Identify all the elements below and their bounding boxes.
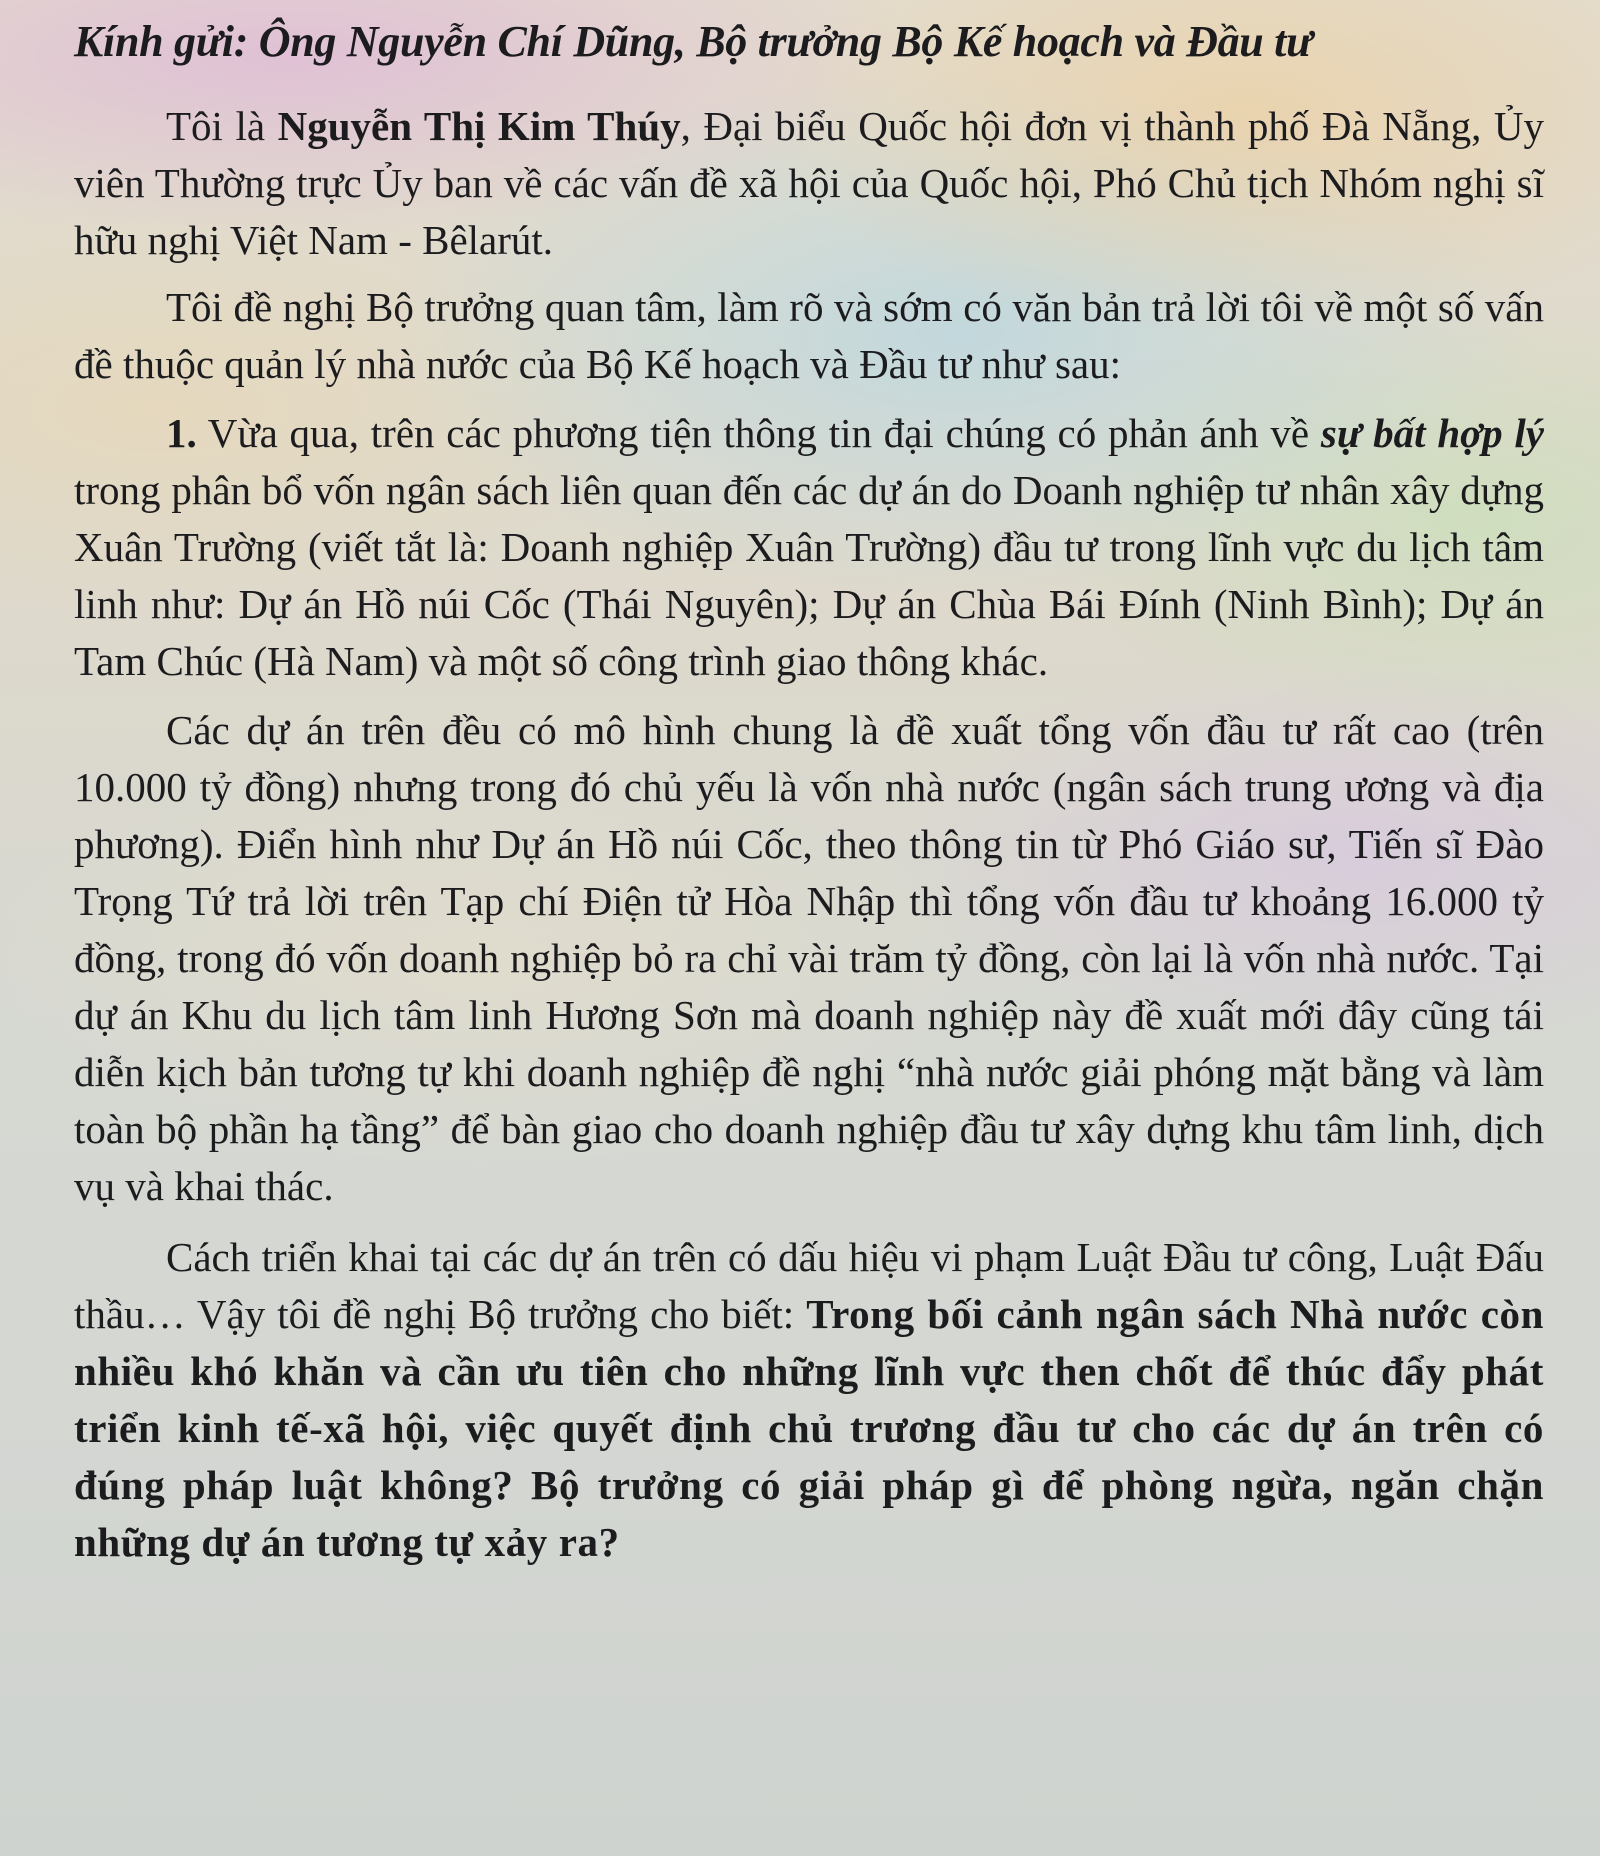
point-one-number: 1. — [166, 410, 197, 456]
point-one-rest: trong phân bổ vốn ngân sách liên quan đến các dự án do Doanh nghiệp tư nhân xây dựng Xuân Trường (viết tắt là: Doanh nghiệp Xuân Trường) đầu tư trong lĩnh vực du lịch tâm linh như: Dự án Hồ núi Cốc (Thái Nguyên); Dự án Chùa Bái Đính (Ninh Bình); Dự án Tam Chúc (Hà Nam) và một số công trình giao thông khác. — [74, 467, 1544, 684]
conclusion-lead: Cách triển khai tại các dự án trên có dấu hiệu vi phạm Luật Đầu tư công, Luật Đấu thầu… Vậy tôi đề nghị Bộ trưởng cho biết: — [74, 1234, 1544, 1337]
point-one-lead: Vừa qua, trên các phương tiện thông tin đại chúng có phản ánh về — [196, 410, 1321, 456]
delegate-name: Nguyễn Thị Kim Thúy — [277, 103, 681, 149]
conclusion-question: Trong bối cảnh ngân sách Nhà nước còn nhiều khó khăn và cần ưu tiên cho những lĩnh vực then chốt để thúc đẩy phát triển kinh tế-xã hội, việc quyết định chủ trương đầu tư cho các dự án trên có đúng pháp luật không? Bộ trưởng có giải pháp gì để phòng ngừa, ngăn chặn những dự án tương tự xảy ra? — [74, 1291, 1545, 1565]
projects-paragraph: Các dự án trên đều có mô hình chung là đề xuất tổng vốn đầu tư rất cao (trên 10.000 tỷ đồng) nhưng trong đó chủ yếu là vốn nhà nước (ngân sách trung ương và địa phương). Điển hình như Dự án Hồ núi Cốc, theo thông tin từ Phó Giáo sư, Tiến sĩ Đào Trọng Tứ trả lời trên Tạp chí Điện tử Hòa Nhập thì tổng vốn đầu tư khoảng 16.000 tỷ đồng, trong đó vốn doanh nghiệp bỏ ra chỉ vài trăm tỷ đồng, còn lại là vốn nhà nước. Tại dự án Khu du lịch tâm linh Hương Sơn mà doanh nghiệp này đề xuất mới đây cũng tái diễn kịch bản tương tự khi doanh nghiệp đề nghị “nhà nước giải phóng mặt bằng và làm toàn bộ phần hạ tầng” để bàn giao cho doanh nghiệp đầu tư xây dựng khu tâm linh, dịch vụ và khai thác. — [74, 707, 1544, 1209]
intro-lead: Tôi là — [166, 103, 278, 149]
intro-rest: , Đại biểu Quốc hội đơn vị thành phố Đà Nẵng, Ủy viên Thường trực Ủy ban về các vấn đề xã hội của Quốc hội, Phó Chủ tịch Nhóm nghị sĩ hữu nghị Việt Nam - Bêlarút. — [74, 103, 1544, 263]
intro-paragraph — [74, 98, 1544, 269]
salutation-heading: Kính gửi: Ông Nguyễn Chí Dũng, Bộ trưởng Bộ Kế hoạch và Đầu tư — [74, 17, 1313, 66]
point-one-emphasis: sự bất hợp lý — [1320, 410, 1544, 456]
request-paragraph: Tôi đề nghị Bộ trưởng quan tâm, làm rõ và sớm có văn bản trả lời tôi về một số vấn đề thuộc quản lý nhà nước của Bộ Kế hoạch và Đầu tư như sau: — [74, 284, 1544, 387]
conclusion-paragraph — [74, 1229, 1544, 1571]
point-one-paragraph — [74, 405, 1544, 690]
